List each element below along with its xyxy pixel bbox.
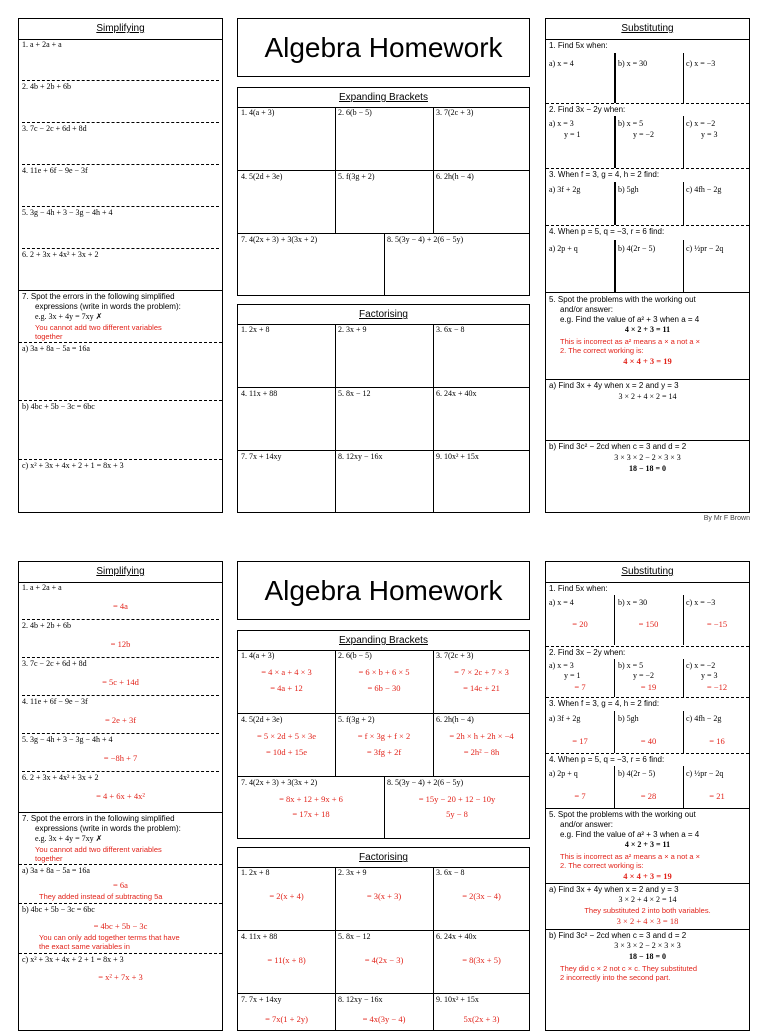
simp-q7-note2: together	[35, 332, 63, 341]
expanding-header: Expanding Brackets	[238, 631, 529, 651]
simp-q7a-ans: = 6a	[113, 880, 128, 890]
simp-q7-note2: together	[35, 854, 63, 863]
simp-q3: 3. 7c − 2c + 6d + 8d	[22, 659, 87, 668]
factorising-panel	[237, 304, 530, 513]
sub-q4c: c) ½pr − 2q	[686, 244, 724, 253]
expanding-panel	[237, 87, 530, 296]
answer-sheet	[0, 543, 768, 1024]
fac-ans7: = 7x(1 + 2y)	[265, 1014, 308, 1024]
sub-q5b: b) Find 3c² − 2cd when c = 3 and d = 2	[549, 442, 687, 451]
simp-q7b: b) 4bc + 5b − 3c = 6bc	[22, 402, 95, 411]
exp-ans6: = 2h² − 8h	[463, 747, 500, 757]
exp-q7: 7. 4(2x + 3) + 3(3x + 2)	[241, 778, 318, 787]
exp-q5: 5. f(3g + 2)	[338, 172, 375, 181]
sub-q1c: c) x = −3	[686, 59, 716, 68]
sub-q4a: a) 2p + q	[549, 769, 578, 778]
fac-q9: 9. 10x² + 15x	[436, 452, 479, 461]
substituting-header: Substituting	[546, 19, 749, 40]
simp-q7b-note2: the exact same variables in	[39, 942, 130, 951]
sub-q3a-ans: = 17	[572, 736, 588, 746]
sub-q4a-ans: = 7	[574, 791, 586, 801]
fac-a1	[238, 867, 335, 903]
sub-q2c2: y = 3	[701, 671, 718, 680]
fac-ans6: = 8(3x + 5)	[462, 955, 501, 965]
sub-q2c-ans: = −12	[706, 682, 728, 692]
exp-q8: 8. 5(3y − 4) + 2(6 − 5y)	[387, 235, 464, 244]
fac-q3: 3. 6x − 8	[436, 325, 465, 334]
sub-q5-eg-correct: 4 × 4 + 3 = 19	[623, 356, 672, 366]
sub-q5-eg-note1: This is incorrect as a² means a × a not a ×	[560, 852, 701, 861]
sub-q3a: a) 3f + 2g	[549, 185, 581, 194]
simplifying-header: Simplifying	[19, 562, 222, 583]
sub-q5a-correct: 3 × 2 + 4 × 3 = 18	[616, 916, 679, 926]
sub-q2a-ans: = 7	[574, 682, 586, 692]
fac-q3: 3. 6x − 8	[436, 868, 465, 877]
sub-q1a: a) x = 4	[549, 59, 574, 68]
sub-q3-title: 3. When f = 3, g = 4, h = 2 find:	[549, 170, 660, 179]
exp-q6: 6. 2h(h − 4)	[436, 715, 474, 724]
fac-q7: 7. 7x + 14xy	[241, 452, 282, 461]
simp-a2	[22, 621, 219, 658]
exp-a5	[335, 714, 433, 759]
simp-a4	[22, 697, 219, 734]
fac-ans4: = 11(x + 8)	[267, 955, 306, 965]
expanding-header: Expanding Brackets	[238, 88, 529, 108]
author-credit: By Mr F Brown	[703, 515, 750, 522]
simp-a6	[22, 773, 219, 809]
exp-ans6-step: = 2h × h + 2h × −4	[449, 731, 514, 741]
sub-q2c2: y = 3	[701, 130, 718, 139]
factorising-header: Factorising	[238, 305, 529, 325]
exp-a4	[238, 714, 335, 759]
substituting-answers-panel	[545, 561, 750, 1031]
sub-q5-eg-work: 4 × 2 + 3 = 11	[624, 840, 671, 849]
exp-q3: 3. 7(2c + 3)	[436, 651, 474, 660]
fac-q8: 8. 12xy − 16x	[338, 452, 383, 461]
simplifying-answers-panel	[18, 561, 223, 1031]
sub-q5b-work1: 3 × 3 × 2 − 2 × 3 × 3	[614, 941, 681, 950]
exp-a8	[384, 777, 530, 821]
sub-q2a1: a) x = 3	[549, 661, 574, 670]
fac-q1: 1. 2x + 8	[241, 868, 270, 877]
fac-q2: 2. 3x + 9	[338, 868, 367, 877]
sub-q4b-ans: = 28	[640, 791, 657, 801]
sub-q5a-work: 3 × 2 + 4 × 2 = 14	[618, 392, 677, 401]
simp-a3	[22, 659, 219, 696]
sub-q5-eg-note2: 2. The correct working is:	[560, 861, 644, 870]
factorising-header: Factorising	[238, 848, 529, 868]
exp-q4: 4. 5(2d + 3e)	[241, 715, 283, 724]
sub-q1a-ans: = 20	[572, 619, 588, 629]
simp-ans5: = −8h + 7	[103, 753, 138, 763]
simp-q5: 5. 3g − 4h + 3 − 3g − 4h + 4	[22, 208, 219, 249]
sub-q2-title: 2. Find 3x − 2y when:	[549, 105, 626, 114]
sub-q3b: b) 5gh	[618, 185, 639, 194]
fac-a8	[335, 994, 433, 1026]
exp-ans1: = 4a + 12	[270, 683, 303, 693]
exp-q1: 1. 4(a + 3)	[241, 108, 275, 117]
exp-a3	[433, 650, 530, 695]
sub-q5-eg: e.g. Find the value of a² + 3 when a = 4	[560, 315, 700, 324]
sub-q4c-ans: = 21	[709, 791, 725, 801]
sub-q5-eg-correct: 4 × 4 + 3 = 19	[623, 871, 672, 881]
simp-q7-line1: 7. Spot the errors in the following simplified	[22, 814, 175, 823]
substituting-panel	[545, 18, 750, 513]
exp-q5: 5. f(3g + 2)	[338, 715, 375, 724]
sub-q2a1: a) x = 3	[549, 119, 574, 128]
fac-q1: 1. 2x + 8	[241, 325, 270, 334]
sub-q2a2: y = 1	[564, 671, 581, 680]
sub-q2b2: y = −2	[633, 130, 655, 139]
simplifying-header: Simplifying	[19, 19, 222, 40]
sub-q5-eg-work: 4 × 2 + 3 = 11	[624, 325, 671, 334]
simp-q7b-ans: = 4bc + 5b − 3c	[93, 921, 148, 931]
exp-q4: 4. 5(2d + 3e)	[241, 172, 283, 181]
simp-q7-line2: expressions (write in words the problem):	[35, 302, 181, 311]
fac-q2: 2. 3x + 9	[338, 325, 367, 334]
sub-q5b-work1: 3 × 3 × 2 − 2 × 3 × 3	[614, 453, 681, 462]
fac-q4: 4. 11x + 88	[241, 932, 278, 941]
sub-q4-title: 4. When p = 5, q = −3, r = 6 find:	[549, 755, 665, 764]
exp-ans4-step: = 5 × 2d + 5 × 3e	[256, 731, 317, 741]
simp-q1: 1. a + 2a + a	[22, 583, 62, 592]
simplifying-panel	[18, 18, 223, 513]
simp-q2: 2. 4b + 2b + 6b	[22, 621, 72, 630]
simp-ans2: = 12b	[110, 639, 131, 649]
exp-a6	[433, 714, 530, 759]
exp-q7: 7. 4(2x + 3) + 3(3x + 2)	[241, 235, 318, 244]
sub-q5-line1: 5. Spot the problems with the working out	[549, 810, 696, 819]
sub-q2-title: 2. Find 3x − 2y when:	[549, 648, 626, 657]
simp-q3: 3. 7c − 2c + 6d + 8d	[22, 124, 219, 165]
sub-q4-title: 4. When p = 5, q = −3, r = 6 find:	[549, 227, 665, 236]
simp-ans6: = 4 + 6x + 4x²	[96, 791, 145, 801]
simp-q7-note1: You cannot add two different variables	[35, 845, 162, 854]
fac-q5: 5. 8x − 12	[338, 389, 371, 398]
exp-ans7: = 17x + 18	[292, 809, 330, 819]
sub-q5-line2: and/or answer:	[560, 820, 613, 829]
simp-ans3: = 5c + 14d	[102, 677, 139, 687]
simp-q7-eg: e.g. 3x + 4y = 7xy ✗	[35, 312, 103, 321]
exp-a1	[238, 650, 335, 695]
sub-q5b-work2: 18 − 18 = 0	[628, 464, 667, 473]
sub-q3c: c) 4fh − 2g	[686, 714, 722, 723]
sub-q2b1: b) x = 5	[618, 119, 644, 128]
sub-q5-eg-note2: 2. The correct working is:	[560, 346, 644, 355]
exp-ans3: = 14c + 21	[463, 683, 500, 693]
simp-q1: 1. a + 2a + a	[22, 40, 219, 81]
fac-ans8: = 4x(3y − 4)	[362, 1014, 406, 1024]
exp-a7	[238, 777, 384, 821]
simp-q5: 5. 3g − 4h + 3 − 3g − 4h + 4	[22, 735, 113, 744]
sub-q5a-work: 3 × 2 + 4 × 2 = 14	[618, 895, 677, 904]
fac-a7	[238, 994, 335, 1026]
sub-q3c-ans: = 16	[709, 736, 725, 746]
exp-ans1-step: = 4 × a + 4 × 3	[261, 667, 312, 677]
fac-ans1: = 2(x + 4)	[269, 891, 304, 901]
exp-ans4: = 10d + 15e	[266, 747, 307, 757]
page-title: Algebra Homework	[237, 561, 530, 620]
exp-ans8-step: = 15y − 20 + 12 − 10y	[418, 794, 496, 804]
sub-q5b-note2: 2 incorrectly into the second part.	[560, 973, 671, 982]
sub-q4c: c) ½pr − 2q	[686, 769, 724, 778]
fac-ans2: = 3(x + 3)	[366, 891, 402, 901]
simp-q2: 2. 4b + 2b + 6b	[22, 82, 219, 123]
exp-q1: 1. 4(a + 3)	[241, 651, 275, 660]
sub-q1b: b) x = 30	[618, 598, 648, 607]
sub-q5b-note1: They did c × 2 not c × c. They substituted	[560, 964, 698, 973]
simp-q7-eg: e.g. 3x + 4y = 7xy ✗	[35, 834, 103, 843]
sub-q5b: b) Find 3c² − 2cd when c = 3 and d = 2	[549, 931, 687, 940]
exp-ans7-step: = 8x + 12 + 9x + 6	[279, 794, 343, 804]
exp-q8: 8. 5(3y − 4) + 2(6 − 5y)	[387, 778, 464, 787]
simp-ans4: = 2e + 3f	[104, 715, 137, 725]
exp-q3: 3. 7(2c + 3)	[436, 108, 474, 117]
fac-a3	[433, 867, 530, 903]
sub-q3b: b) 5gh	[618, 714, 639, 723]
sub-q2a2: y = 1	[564, 130, 581, 139]
simp-q4: 4. 11e + 6f − 9e − 3f	[22, 697, 88, 706]
sub-q3c: c) 4fh − 2g	[686, 185, 722, 194]
fac-a4	[238, 931, 335, 967]
exp-a2	[335, 650, 433, 695]
simp-ans1: = 4a	[113, 601, 128, 611]
fac-q8: 8. 12xy − 16x	[338, 995, 383, 1004]
sub-q5a-note: They substituted 2 into both variables.	[584, 906, 711, 915]
simp-q7c: c) x² + 3x + 4x + 2 + 1 = 8x + 3	[22, 955, 124, 964]
sub-q5b-work2: 18 − 18 = 0	[628, 952, 667, 961]
substituting-header: Substituting	[546, 562, 749, 583]
sub-q1a: a) x = 4	[549, 598, 574, 607]
sub-q2c1: c) x = −2	[686, 661, 716, 670]
exp-ans5: = 3fg + 2f	[366, 747, 402, 757]
simp-q7b: b) 4bc + 5b − 3c = 6bc	[22, 905, 95, 914]
simp-q7-note1: You cannot add two different variables	[35, 323, 162, 332]
simp-q7-line1: 7. Spot the errors in the following simplified	[22, 292, 175, 301]
fac-q9: 9. 10x² + 15x	[436, 995, 479, 1004]
fac-q6: 6. 24x + 40x	[436, 932, 477, 941]
sub-q3b-ans: = 40	[640, 736, 657, 746]
fac-ans5: = 4(2x − 3)	[364, 955, 404, 965]
sub-q2b2: y = −2	[633, 671, 655, 680]
exp-ans3-step: = 7 × 2c + 7 × 3	[454, 667, 509, 677]
sub-q5a: a) Find 3x + 4y when x = 2 and y = 3	[549, 381, 679, 390]
sub-q4b: b) 4(2r − 5)	[618, 244, 656, 253]
sub-q3a: a) 3f + 2g	[549, 714, 581, 723]
simp-q7-line2: expressions (write in words the problem):	[35, 824, 181, 833]
exp-q2: 2. 6(b − 5)	[338, 108, 372, 117]
fac-q7: 7. 7x + 14xy	[241, 995, 282, 1004]
sub-q4b: b) 4(2r − 5)	[618, 769, 656, 778]
simp-q7c: c) x² + 3x + 4x + 2 + 1 = 8x + 3	[22, 461, 124, 470]
simp-q7a: a) 3a + 8a − 5a = 16a	[22, 344, 90, 353]
simp-a5	[22, 735, 219, 772]
sub-q5a: a) Find 3x + 4y when x = 2 and y = 3	[549, 885, 679, 894]
simp-q7a-note: They added instead of subtracting 5a	[39, 892, 163, 901]
sub-q5-line2: and/or answer:	[560, 305, 613, 314]
exp-ans2: = 6b − 30	[367, 683, 401, 693]
fac-a6	[433, 931, 530, 967]
sub-q1-title: 1. Find 5x when:	[549, 584, 608, 593]
sub-q2b1: b) x = 5	[618, 661, 644, 670]
simp-q4: 4. 11e + 6f − 9e − 3f	[22, 166, 219, 207]
simp-q7c-ans: = x² + 7x + 3	[98, 972, 143, 982]
simp-q6: 6. 2 + 3x + 4x² + 3x + 2	[22, 250, 99, 259]
fac-ans9: 5x(2x + 3)	[463, 1014, 500, 1024]
simp-a1	[22, 583, 219, 620]
simp-q7b-note1: You can only add together terms that have	[39, 933, 180, 942]
fac-q4: 4. 11x + 88	[241, 389, 278, 398]
sub-q3-title: 3. When f = 3, g = 4, h = 2 find:	[549, 699, 660, 708]
fac-q5: 5. 8x − 12	[338, 932, 371, 941]
sub-q4a: a) 2p + q	[549, 244, 578, 253]
page-title: Algebra Homework	[237, 18, 530, 77]
sub-q5-eg-note1: This is incorrect as a² means a × a not a ×	[560, 337, 701, 346]
simp-q7a: a) 3a + 8a − 5a = 16a	[22, 866, 90, 875]
sub-q2b-ans: = 19	[640, 682, 657, 692]
sub-q1c-ans: = −15	[706, 619, 728, 629]
exp-ans5-step: = f × 3g + f × 2	[357, 731, 411, 741]
fac-q6: 6. 24x + 40x	[436, 389, 477, 398]
fac-a2	[335, 867, 433, 903]
exp-ans2-step: = 6 × b + 6 × 5	[358, 667, 410, 677]
sub-q1-title: 1. Find 5x when:	[549, 41, 608, 50]
sub-q5-line1: 5. Spot the problems with the working out	[549, 295, 696, 304]
sub-q1c: c) x = −3	[686, 598, 716, 607]
sub-q1b: b) x = 30	[618, 59, 648, 68]
simp-q6: 6. 2 + 3x + 4x² + 3x + 2	[22, 773, 99, 782]
sub-q1b-ans: = 150	[638, 619, 659, 629]
sub-q5-eg: e.g. Find the value of a² + 3 when a = 4	[560, 830, 700, 839]
exp-ans8: 5y − 8	[446, 809, 468, 819]
exp-q2: 2. 6(b − 5)	[338, 651, 372, 660]
fac-a9	[433, 994, 530, 1026]
fac-ans3: = 2(3x − 4)	[462, 891, 501, 901]
fac-a5	[335, 931, 433, 967]
sub-q2c1: c) x = −2	[686, 119, 716, 128]
expanding-answers-panel	[237, 630, 530, 839]
exp-q6: 6. 2h(h − 4)	[436, 172, 474, 181]
factorising-answers-panel	[237, 847, 530, 1031]
